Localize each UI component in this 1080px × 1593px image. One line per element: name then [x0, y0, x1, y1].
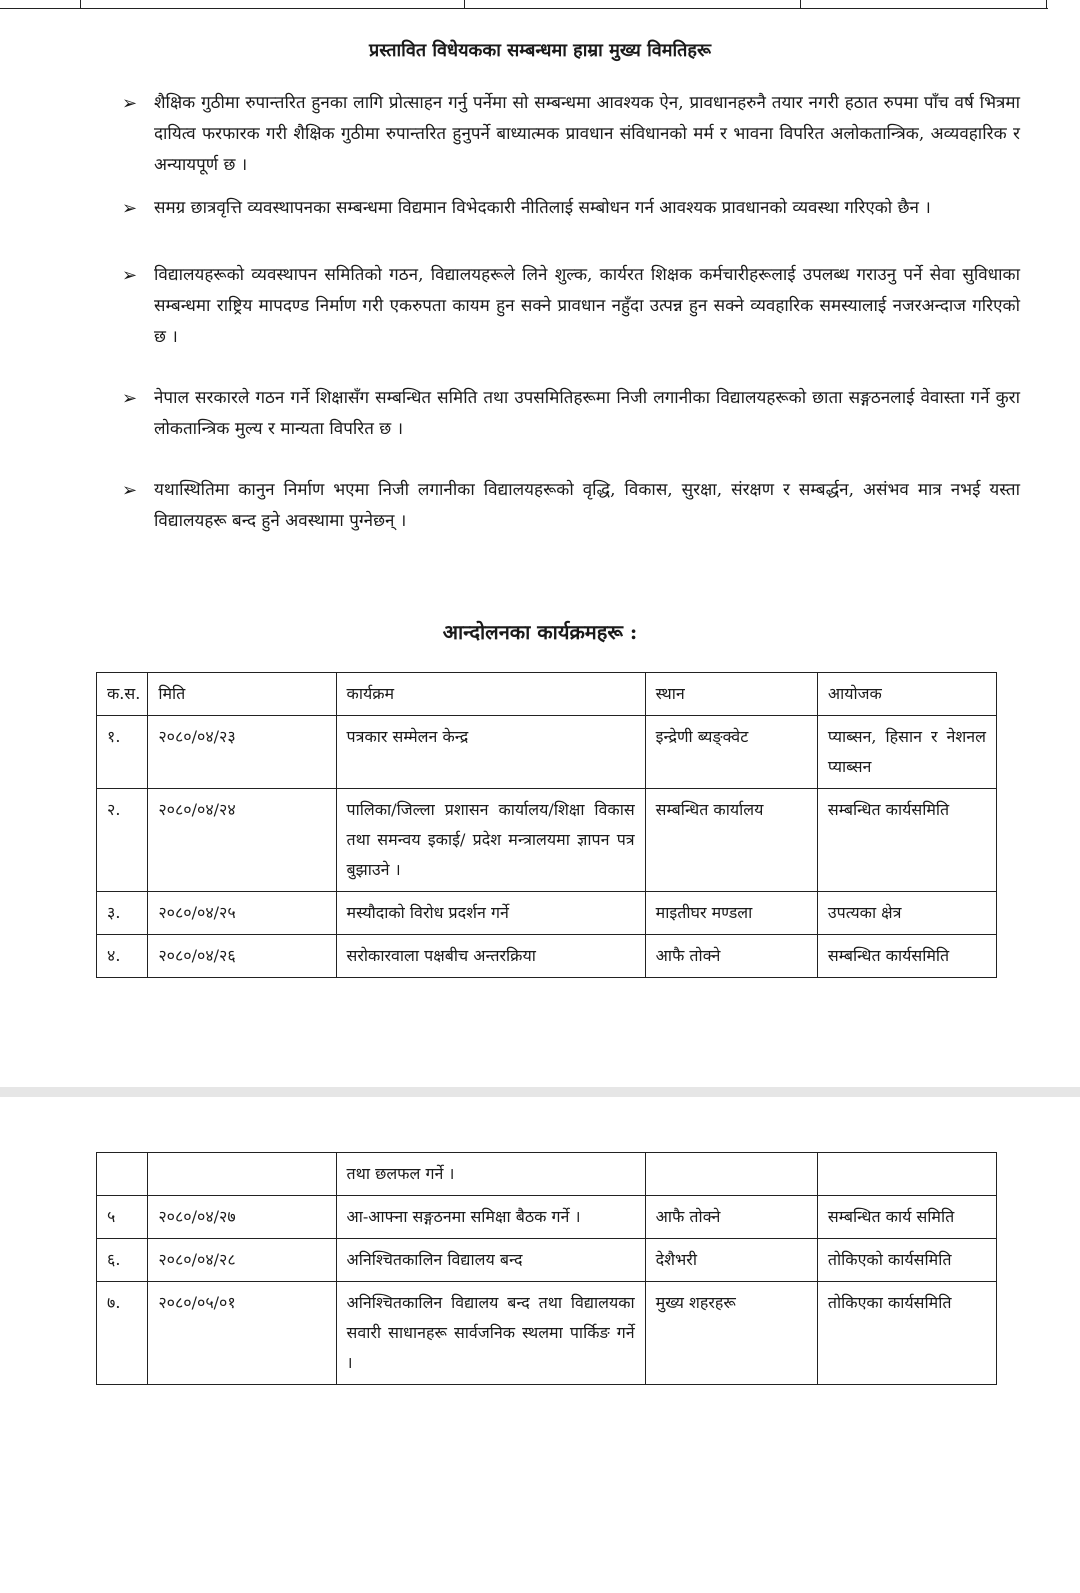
table-row: ६. २०८०/०४/२८ अनिश्चितकालिन विद्यालय बन्द देशैभरी तोकिएको कार्यसमिति: [97, 1239, 997, 1282]
header-organizer: आयोजक: [817, 673, 996, 716]
table-row: ७. २०८०/०५/०१ अनिश्चितकालिन विद्यालय बन्द तथा विद्यालयका सवारी साधानहरू सार्वजनिक स्थलमा पार्किङ गर्ने । मुख्य शहरहरू तोकिएका कार्यसमिति: [97, 1282, 997, 1385]
table-header-row: [97, 673, 997, 716]
header-serial: क.स.: [97, 673, 148, 716]
table-row: ४. २०८०/०४/२६ सरोकारवाला पक्षबीच अन्तरक्रिया आफै तोक्ने सम्बन्धित कार्यसमिति: [97, 935, 997, 978]
program-table: [96, 672, 997, 978]
table-row: १. २०८०/०४/२३ पत्रकार सम्मेलन केन्द्र इन्द्रेणी ब्यङ्क्वेट प्याब्सन, हिसान र नेशनल प्याब्सन: [97, 716, 997, 789]
list-item: ➢ समग्र छात्रवृत्ति व्यवस्थापनका सम्बन्धमा विद्यमान विभेदकारी नीतिलाई सम्बोधन गर्न आवश्यक प्रावधानको व्यवस्था गरिएको छैन ।: [122, 193, 1020, 224]
objection-list: [122, 88, 1020, 537]
program-table-continued: [96, 1152, 997, 1385]
list-item: ➢ विद्यालयहरूको व्यवस्थापन समितिको गठन, विद्यालयहरूले लिने शुल्क, कार्यरत शिक्षक कर्मचारीहरूलाई उपलब्ध गराउनु पर्ने सेवा सुविधाका सम्बन्धमा राष्ट्रिय मापदण्ड निर्माण गरी एकरुपता कायम हुन सक्ने प्रावधान नहुँदा उत्पन्न हुन सक्ने व्यवहारिक समस्यालाई नजरअन्दाज गरिएको छ ।: [122, 260, 1020, 353]
arrow-bullet-icon: ➢: [122, 93, 138, 114]
page-separator: [0, 1087, 1080, 1097]
table-row: ५ २०८०/०४/२७ आ-आफ्ना सङ्गठनमा समिक्षा बैठक गर्ने । आफै तोक्ने सम्बन्धित कार्य समिति: [97, 1196, 997, 1239]
arrow-bullet-icon: ➢: [122, 388, 138, 409]
arrow-bullet-icon: ➢: [122, 265, 138, 286]
list-item: ➢ यथास्थितिमा कानुन निर्माण भएमा निजी लगानीका विद्यालयहरूको वृद्धि, विकास, सुरक्षा, संरक्षण र सम्बर्द्धन, असंभव मात्र नभई यस्ता विद्यालयहरू बन्द हुने अवस्थामा पुग्नेछन् ।: [122, 475, 1020, 537]
list-item: ➢ नेपाल सरकारले गठन गर्ने शिक्षासँग सम्बन्धित समिति तथा उपसमितिहरूमा निजी लगानीका विद्यालयहरूको छाता सङ्गठनलाई वेवास्ता गर्ने कुरा लोकतान्त्रिक मुल्य र मान्यता विपरित छ ।: [122, 383, 1020, 445]
arrow-bullet-icon: ➢: [122, 198, 138, 219]
list-item: ➢ शैक्षिक गुठीमा रुपान्तरित हुनका लागि प्रोत्साहन गर्नु पर्नेमा सो सम्बन्धमा आवश्यक ऐन, प्रावधानहरुनै तयार नगरी हठात रुपमा पाँच वर्ष भित्रमा दायित्व फरफारक गरी शैक्षिक गुठीमा रुपान्तरित हुनुपर्ने बाध्यात्मक प्रावधान संविधानको मर्म र भावना विपरित अलोकतान्त्रिक, अव्यवहारिक र अन्यायपूर्ण छ ।: [122, 88, 1020, 181]
arrow-bullet-icon: ➢: [122, 480, 138, 501]
table-row: तथा छलफल गर्ने ।: [97, 1153, 997, 1196]
previous-page-table-edge: [0, 0, 1048, 9]
header-venue: स्थान: [645, 673, 817, 716]
table-row: २. २०८०/०४/२४ पालिका/जिल्ला प्रशासन कार्यालय/शिक्षा विकास तथा समन्वय इकाई/ प्रदेश मन्त्रालयमा ज्ञापन पत्र बुझाउने । सम्बन्धित कार्यालय सम्बन्धित कार्यसमिति: [97, 789, 997, 892]
header-program: कार्यक्रम: [336, 673, 645, 716]
header-date: मिति: [148, 673, 336, 716]
table-row: ३. २०८०/०४/२५ मस्यौदाको विरोध प्रदर्शन गर्ने माइतीघर मण्डला उपत्यका क्षेत्र: [97, 892, 997, 935]
program-title: आन्दोलनका कार्यक्रमहरू :: [442, 620, 638, 644]
section-title: प्रस्तावित विधेयकका सम्बन्धमा हाम्रा मुख्य विमतिहरू: [369, 40, 711, 61]
